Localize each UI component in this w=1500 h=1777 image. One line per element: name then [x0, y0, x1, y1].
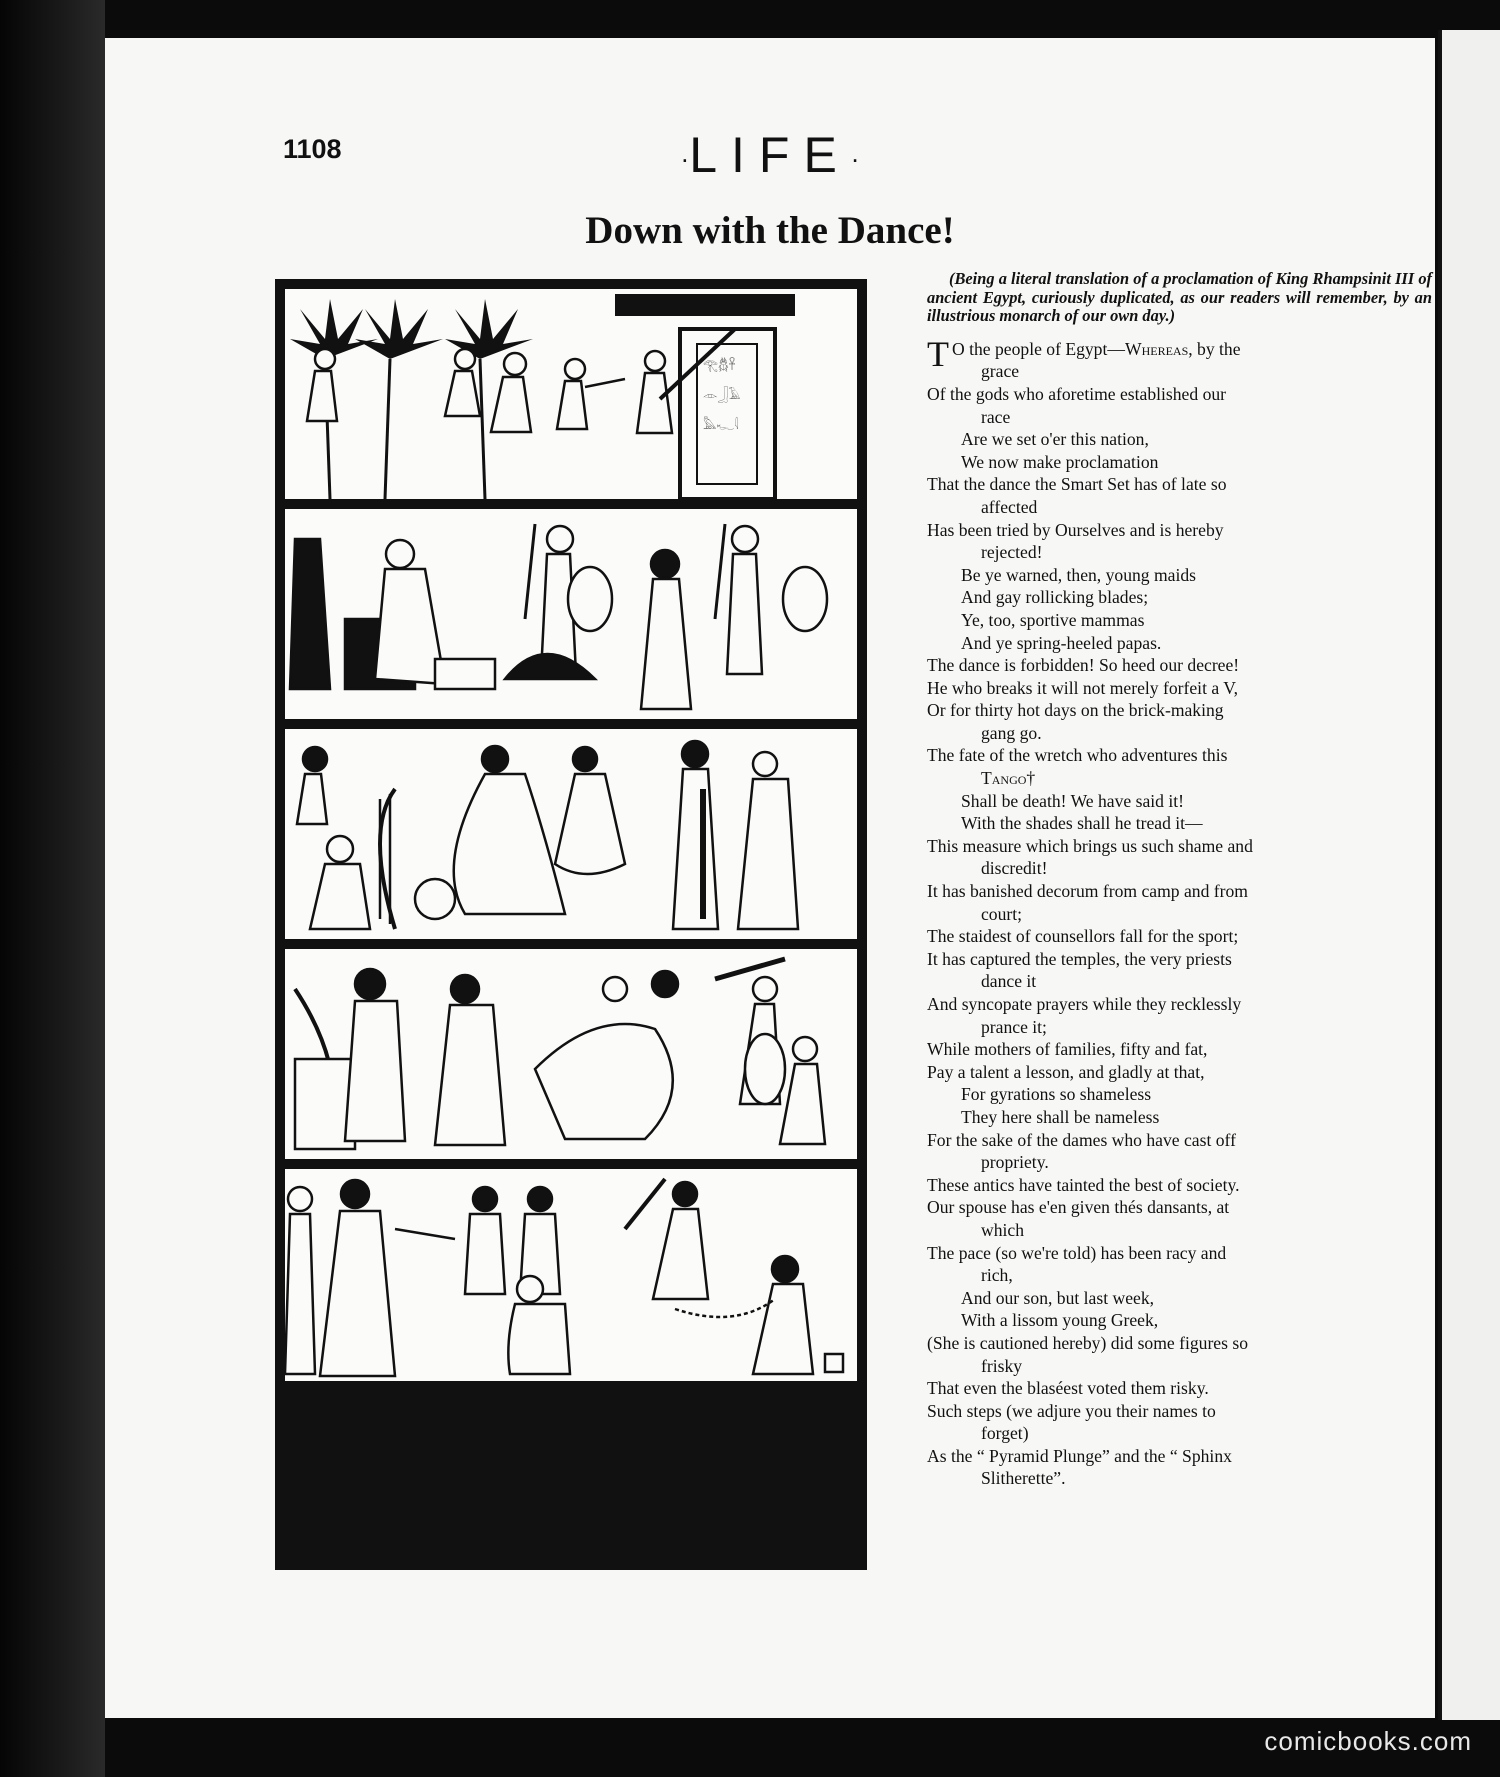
poem-line: Of the gods who aforetime established our — [927, 383, 1227, 404]
poem-line: And our son, but last week, — [961, 1287, 1155, 1308]
poem-line: For gyrations so shameless — [961, 1084, 1152, 1105]
panel-4-drawing — [285, 949, 857, 1159]
hieroglyph-column-3: 𓅓𓆑𓇋 — [703, 418, 739, 432]
illustration-panel-3 — [285, 729, 857, 939]
poem-line: Our spouse has e'en given thés dansants, at — [927, 1197, 1230, 1218]
masthead-dot-right: · — [850, 143, 860, 174]
poem-line: It has banished decorum from camp and from — [927, 881, 1248, 902]
poem-line: It has captured the temples, the very priests — [927, 948, 1232, 969]
illustration-panel-1 — [285, 289, 857, 499]
poem-line: These antics have tainted the best of society. — [927, 1174, 1240, 1195]
poem-line: Has been tried by Ourselves and is hereby — [927, 519, 1224, 540]
poem-line: And syncopate prayers while they recklessly — [927, 994, 1242, 1014]
illustration-frame — [275, 279, 867, 1570]
illustration-panel-5 — [285, 1169, 857, 1381]
page-number: 1108 — [283, 134, 342, 164]
panel-1-drawing — [285, 289, 857, 499]
poem-line: race — [981, 406, 1011, 427]
poem-line: forget) — [981, 1423, 1029, 1444]
poem-line: grace — [981, 361, 1020, 382]
poem-line: This measure which brings us such shame and — [927, 835, 1253, 856]
poem-line: The staidest of counsellors fall for the sport; — [927, 926, 1239, 947]
poem-line: While mothers of families, fifty and fat, — [927, 1039, 1208, 1060]
intro-note: (Being a literal translation of a proclamation of King Rhampsinit III of ancient Egypt, curiously duplicated, as our readers will remember, by an illustrious monarch of our own day.) — [927, 269, 1432, 326]
poem-line: rich, — [981, 1265, 1013, 1286]
panel-3-drawing — [285, 729, 857, 939]
panel-2-drawing — [285, 509, 857, 719]
poem-column — [927, 270, 1432, 1490]
poem-line: (She is cautioned hereby) did some figures so — [927, 1332, 1249, 1353]
poem-line: gang go. — [981, 722, 1042, 743]
poem-line: Pay a talent a lesson, and gladly at that, — [927, 1061, 1205, 1082]
poem-line: Be ye warned, then, young maids — [961, 564, 1197, 585]
drop-cap: T — [927, 333, 949, 374]
poem-line: For the sake of the dames who have cast off — [927, 1129, 1236, 1150]
poem-line: They here shall be nameless — [961, 1106, 1160, 1127]
poem-line: propriety. — [981, 1152, 1049, 1173]
magazine-page — [105, 38, 1435, 1718]
poem-line: Are we set o'er this nation, — [961, 429, 1149, 450]
poem-line: The pace (so we're told) has been racy and — [927, 1242, 1227, 1263]
poem-line: Or for thirty hot days on the brick-making — [927, 700, 1224, 721]
masthead-dot-left: · — [680, 143, 690, 174]
poem-line: That even the blaséest voted them risky. — [927, 1378, 1209, 1399]
first-line-tail: , by the — [1188, 338, 1241, 359]
poem-line: dance it — [981, 971, 1037, 992]
poem-line: discredit! — [981, 858, 1048, 879]
poem-line: which — [981, 1219, 1024, 1240]
article-title: Down with the Dance! — [585, 209, 955, 252]
poem-line: And ye spring-heeled papas. — [961, 632, 1162, 653]
first-line-text: O the people of Egypt— — [952, 338, 1125, 359]
watermark: comicbooks.com — [1264, 1726, 1472, 1756]
masthead — [105, 126, 1435, 184]
poem-line: As the “ Pyramid Plunge” and the “ Sphinx — [927, 1445, 1232, 1466]
poem-line: With a lissom young Greek, — [961, 1310, 1159, 1331]
poem-line: Shall be death! We have said it! — [961, 790, 1184, 811]
poem-line: With the shades shall he tread it— — [961, 813, 1203, 834]
poem-line: The fate of the wretch who adventures this — [927, 745, 1228, 766]
illustration-panel-4 — [285, 949, 857, 1159]
hieroglyph-column-1: 𓂀𓆣𓋹 — [703, 358, 736, 372]
first-line-whereas: Whereas — [1124, 338, 1189, 359]
illustration-panel-2 — [285, 509, 857, 719]
poem-line: The dance is forbidden! So heed our decree! — [927, 655, 1240, 676]
poem-line: prance it; — [981, 1016, 1047, 1037]
poem-line: Ye, too, sportive mammas — [961, 609, 1145, 630]
hieroglyph-column-2: 𓁹𓃀𓄿 — [703, 388, 741, 402]
poem-line: rejected! — [981, 542, 1043, 563]
poem-line: affected — [981, 496, 1038, 517]
poem-line: That the dance the Smart Set has of late so — [927, 474, 1227, 495]
book-binding-shadow — [0, 0, 105, 1777]
poem-line: He who breaks it will not merely forfeit a V, — [927, 677, 1239, 698]
poem-line: Tango† — [981, 768, 1036, 789]
masthead-title: LIFE — [689, 127, 851, 183]
poem-line: And gay rollicking blades; — [961, 587, 1149, 608]
poem-line: We now make proclamation — [961, 451, 1159, 472]
poem-lines — [927, 360, 1432, 1490]
poem-line: frisky — [981, 1355, 1023, 1376]
poem-line: Slitherette”. — [981, 1468, 1066, 1489]
poem-line: court; — [981, 903, 1023, 924]
facing-page-edge — [1438, 30, 1500, 1720]
panel-5-drawing — [285, 1169, 857, 1381]
poem-line: Such steps (we adjure you their names to — [927, 1400, 1216, 1421]
